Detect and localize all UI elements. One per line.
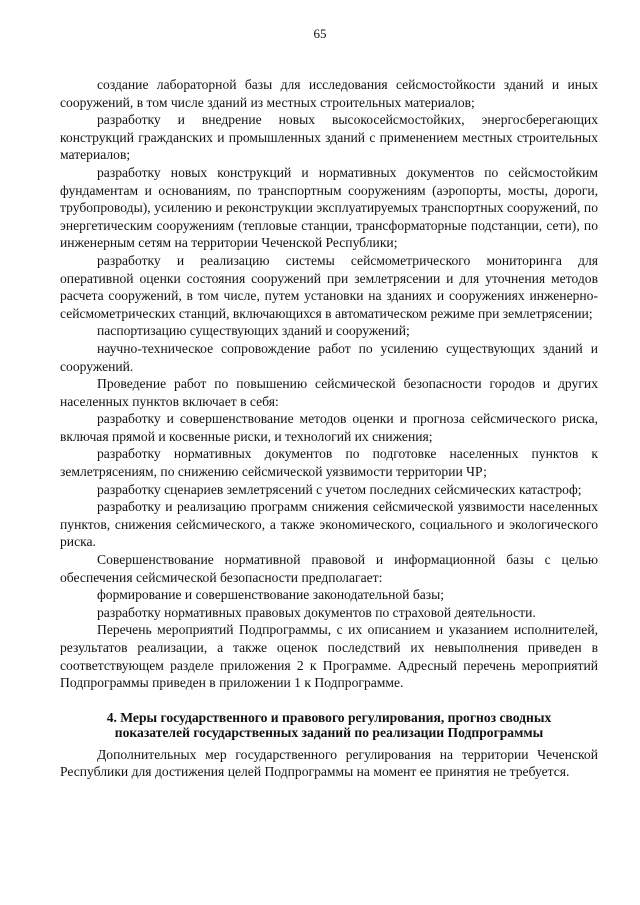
page-body <box>60 76 598 781</box>
paragraph-safety-works: Проведение работ по повышению сейсмической безопасности городов и других населенных пунктов включает в себя: <box>60 376 598 409</box>
paragraph-vulnerability-programs: разработку и реализацию программ снижения сейсмической уязвимости населенных пунктов, снижения сейсмического, а также экономического, социального и экологического риска. <box>60 499 598 550</box>
paragraph-legislation: формирование и совершенствование законодательной базы; <box>97 587 445 603</box>
paragraph-monitoring-system: разработку и реализацию системы сейсмометрического мониторинга для оперативной оценки состояния сооружений при землетрясении и для уточнения методов расчета сооружений, в том числе, путем установки на зданиях и сооружениях инженерно-сейсмометрических станций, включающихся в автоматическом режиме при землетрясении; <box>60 252 598 321</box>
paragraph-measures-list: Перечень мероприятий Подпрограммы, с их описанием и указанием исполнителей, результатов реализации, а также оценок последствий их невыполнения приведен в соответствующем разделе приложения 2 к Программе. Адресный перечень мероприятий Подпрограммы приведен в приложении 1 к Подпрограмме. <box>60 622 598 691</box>
paragraph-earthquake-scenarios: разработку сценариев землетрясений с учетом последних сейсмических катастроф; <box>97 481 582 497</box>
page-number: 65 <box>313 26 327 41</box>
section-heading: 4. Меры государственного и правового регулирования, прогноз сводных показателей государственных заданий по реализации Подпрограммы <box>106 709 552 740</box>
paragraph-risk-methods: разработку и совершенствование методов оценки и прогноза сейсмического риска, включая прямой и косвенные риски, и технологий их снижения; <box>60 411 598 444</box>
paragraph-legal-base: Совершенствование нормативной правовой и информационной базы с целью обеспечения сейсмической безопасности предполагает: <box>60 552 598 585</box>
paragraph-insurance: разработку нормативных правовых документов по страховой деятельности. <box>97 604 536 620</box>
paragraph-preparation-docs: разработку нормативных документов по подготовке населенных пунктов к землетрясениям, по снижению сейсмической уязвимости территории ЧР; <box>60 446 598 480</box>
paragraph-certification: паспортизацию существующих зданий и сооружений; <box>97 323 410 339</box>
paragraph-new-structures: разработку и внедрение новых высокосейсмостойких, энергосберегающих конструкций гражданских и промышленных зданий с применением местных строительных материалов; <box>60 112 598 163</box>
paragraph-normative-documents: разработку новых конструкций и нормативных документов по сейсмостойким фундаментам и основаниям, по транспортным сооружениям (аэропорты, мосты, дороги, трубопроводы), усилению и реконструкции эксплуатируемых транспортных сооружений, по энергетическим сооружениям (тепловые станции, трансформаторные подстанции, сети), по инженерным сетям на территории Чеченской Республики; <box>60 164 598 251</box>
paragraph-lab-base: создание лабораторной базы для исследования сейсмостойкости зданий и иных сооружений, в том числе зданий из местных строительных материалов; <box>60 77 598 110</box>
paragraph-scientific-support: научно-техническое сопровождение работ по усилению существующих зданий и сооружений. <box>60 340 598 374</box>
paragraph-additional-measures: Дополнительных мер государственного регулирования на территории Чеченской Республики для достижения целей Подпрограммы на момент ее принятия не требуется. <box>60 746 598 780</box>
